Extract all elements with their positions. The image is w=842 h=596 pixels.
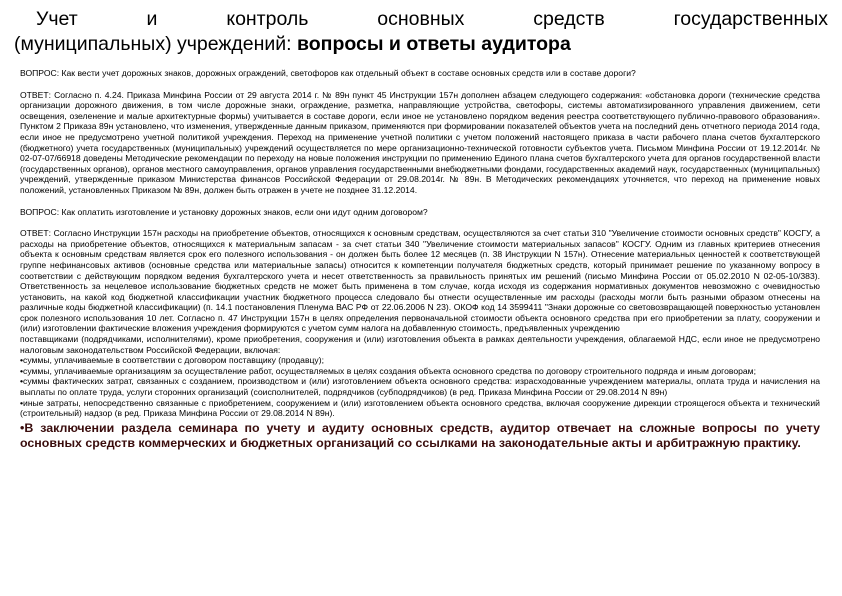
title-line-2-normal: (муниципальных) учреждений:	[14, 33, 298, 55]
list-item-text: суммы, уплачиваемые организациям за осуществление работ, осуществляемых в целях создания объекта основного средства по договору строительного подряда и иным договорам;	[23, 365, 756, 376]
bullet-icon: •	[20, 376, 24, 387]
bullet-icon: •	[20, 397, 24, 408]
question-1: ВОПРОС: Как вести учет дорожных знаков, дорожных ограждений, светофоров как отдельный объект в составе основных средств или в составе дороги?	[20, 68, 636, 78]
conclusion-text: •В заключении раздела семинара по учету и аудиту основных средств, аудитор отвечает на сложные вопросы по учету основных средств коммерческих и бюджетных организаций со ссылками на законодательные акты и арбитражную практику.	[20, 420, 820, 450]
list-item-text: суммы, уплачиваемые в соответствии с договором поставщику (продавцу);	[23, 355, 324, 366]
list-item-text: иные затраты, непосредственно связанные с приобретением, сооружением и (или) изготовлением объекта основного средства, включая сооружение дирекции строящегося объекта и технический (строительный) надзор (в ред. Приказа Минфина России от 29.08.2014 N 89н).	[20, 397, 820, 419]
answer-2: ОТВЕТ: Согласно Инструкции 157н расходы на приобретение объектов, относящихся к основным средствам, осуществляются за счет статьи 310 "Увеличение стоимости основных средств" КОСГУ, а расходы на приобретение объектов, относящихся к материальным запасам - за счет статьи 340 "Увеличение стоимости материальных запасов" КОСГУ. Одним из главных критериев отнесения объекта к основным средствам является срок его полезного использования - он должен быть более 12 месяцев (п. 38 Инструкции N 157н). Отнесение материальных ценностей к соответствующей группе нефинансовых активов (основные средства или материальные запасы) относится к компетенции получателя бюджетных средств, который принимает решение по указанному вопросу в соответствии с действующим порядком ведения бухгалтерского учета и несет ответственность за правильность принятых им решений (письмо Минфина России от 05.02.2010 N 02-05-10/383). Ответственность за нецелевое использование бюджетных средств не может быть применена в том случае, когда исходя из содержания нормативных документов невозможно с очевидностью установить, на какой код бюджетной классификации участник бюджетного процесса следовало бы отнести осуществленные им расходы (расходы могли быть разными образом отнесены на различные коды бюджетной классификации) (п. 14.1 постановления Пленума ВАС РФ от 22.06.2006 N 23). ОКОФ код 14 3599411 "Знаки дорожные со световозвращающей поверхностью установлен срок полезного использования 10 лет. Согласно п. 47 Инструкции 157н в целях определения первоначальной стоимости объекта основного средства при его приобретении за плату, сооружении и (или) изготовлении фактические вложения учреждения формируются с учетом сумм налога на добавленную стоимость, предъявленных учреждению	[20, 228, 820, 334]
question-2: ВОПРОС: Как оплатить изготовление и установку дорожных знаков, если они идут одним договором?	[20, 206, 428, 217]
answer-1: ОТВЕТ: Согласно п. 4.24. Приказа Минфина России от 29 августа 2014 г. № 89н пункт 45 Инструкции 157н дополнен абзацем следующего содержания: «обстановка дороги (технические средства организации дорожного движения, в том числе дорожные знаки, ограждение, разметка, направляющие устройства, светофоры, системы автоматизированного управления движением, сети освещения, озеленение и малые архитектурные формы) учитывается в составе дороги, если иное не установлено порядком ведения реестра соответствующего публично-правового образования». Пунктом 2 Приказа 89н установлено, что изменения, утвержденные данным приказом, применяются при формировании показателей объектов учета на последний день отчетного периода 2014 года, если иное не предусмотрено учетной политикой учреждения. Переход на применение учетной политики с учетом положений настоящего приказа в части рабочего плана счетов бухгалтерского (бюджетного) учета государственных (муниципальных) учреждений осуществляется по мере организационно-технической готовности субъектов учета. Письмом Минфина России от 19.12.2014г. № 02-07-07/66918 доведены Методические рекомендации по переходу на новые положения инструкции по применению Единого плана счетов бухгалтерского учета для органов государственной власти (государственных органов), органов местного самоуправления, органов управления государственными внебюджетными фондами, государственных академий наук, государственных (муниципальных) учреждений, утвержденные приказом Министерства финансов Российской Федерации от 29.08.2014г. № 89н. В Методических рекомендациях уточняется, что переход на применение новых положений, установленных Приказом № 89н, должен быть отражен в учете не позднее 31.12.2014.	[20, 89, 820, 195]
slide-content	[20, 68, 820, 451]
list-item	[20, 366, 820, 377]
list-item-text: суммы фактических затрат, связанных с созданием, производством и (или) изготовлением объекта основного средства: израсходованные учреждением материалы, оплата труда и начисления на выплаты по оплате труда, услуги сторонних организаций (соисполнителей, подрядчиков (субподрядчиков) (в ред. Приказа Минфина России от 29.08.2014 N 89н)	[20, 376, 820, 398]
list-item	[20, 376, 820, 397]
bullet-icon: •	[20, 355, 24, 366]
title-line-2	[14, 32, 828, 57]
slide-title	[14, 7, 828, 57]
answer-2-continuation: поставщиками (подрядчиками, исполнителями), кроме приобретения, сооружения и (или) изготовления объекта в рамках деятельности учреждения, облагаемой НДС, если иное не предусмотрено налоговым законодательством Российской Федерации, включая:	[20, 334, 820, 355]
bullet-icon: •	[20, 365, 24, 376]
list-item	[20, 355, 820, 366]
list-item	[20, 398, 820, 419]
title-line-2-bold: вопросы и ответы аудитора	[297, 33, 571, 55]
title-line-1: Учет и контроль основных средств государственных	[36, 8, 828, 30]
